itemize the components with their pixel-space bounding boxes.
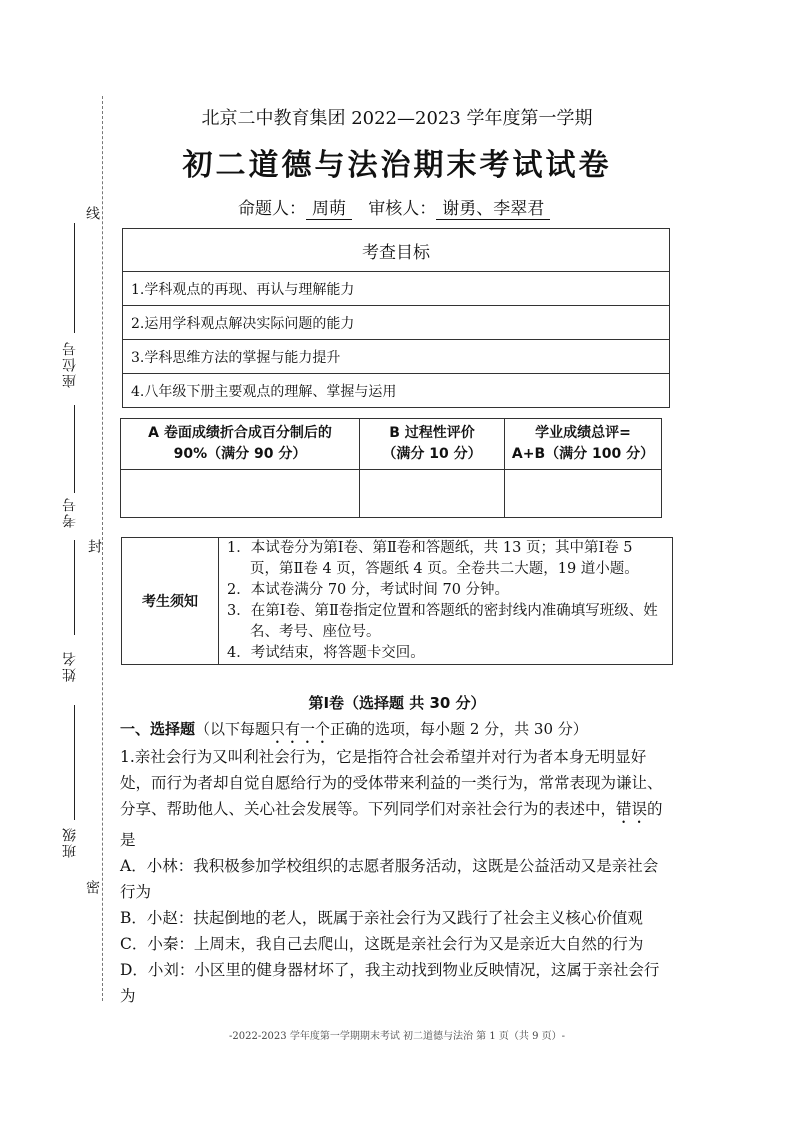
section-instruction-end: 正确的选项，每小题 2 分，共 30 分） <box>330 720 588 738</box>
score-b-cell[interactable] <box>360 470 505 518</box>
score-col-c-header: 学业成绩总评= A+B（满分 100 分） <box>505 419 662 470</box>
authors-line <box>238 194 550 220</box>
candidate-notice-table <box>121 537 673 665</box>
objective-item: 4.八年级下册主要观点的理解、掌握与运用 <box>123 374 670 408</box>
exam-number-label: 考号 <box>62 496 78 528</box>
author-name: 周萌 <box>306 194 352 220</box>
exam-title: 初二道德与法治期末考试试卷 <box>182 148 612 183</box>
option-c[interactable]: C．小秦：上周末，我自己去爬山，这既是亲社会行为又是亲近大自然的行为 <box>120 935 644 953</box>
notice-label: 考生须知 <box>122 538 219 665</box>
name-label: 姓名 <box>62 650 78 682</box>
seat-number-label: 座位号 <box>62 340 78 388</box>
reviewer-label: 审核人： <box>368 199 437 219</box>
objective-item: 1.学科观点的再现、再认与理解能力 <box>123 272 670 306</box>
option-b[interactable]: B．小赵：扶起倒地的老人，既属于亲社会行为又践行了社会主义核心价值观 <box>120 909 643 927</box>
question-stem: 1.亲社会行为又叫利社会行为，它是指符合社会希望并对行为者本身无明显好处，而行为者却自觉自愿给行为的受体带来利益的一类行为，常常表现为谦让、分享、帮助他人、关心社会发展等。下列同学们对亲社会行为的表述中，错误的是 <box>120 748 663 849</box>
seal-mark-secret: 密 <box>84 880 100 894</box>
notice-item: 1．本试卷分为第Ⅰ卷、第Ⅱ卷和答题纸，共 13 页；其中第Ⅰ卷 5 页，第Ⅱ卷 4 页，答题纸 4 页。全卷共二大题，19 道小题。 <box>227 540 639 577</box>
section-heading <box>120 718 588 747</box>
notice-items <box>219 538 673 665</box>
option-d[interactable]: D．小刘：小区里的健身器材坏了，我主动找到物业反映情况，这属于亲社会行为 <box>120 961 660 1005</box>
score-col-b-header: B 过程性评价 （满分 10 分） <box>360 419 505 470</box>
objective-item: 2.运用学科观点解决实际问题的能力 <box>123 306 670 340</box>
school-term-line: 北京二中教育集团 2022—2023 学年度第一学期 <box>201 108 593 129</box>
question-stem-emphasis: 错误 <box>616 800 648 818</box>
section-instruction-start: （以下每题 <box>195 720 271 738</box>
seal-mark-seal: 封 <box>86 539 102 553</box>
score-table <box>120 418 662 518</box>
question-1 <box>120 744 670 1009</box>
objectives-title: 考查目标 <box>123 229 670 272</box>
page-footer: -2022-2023 学年度第一学期期末考试 初二道德与法治 第 1 页（共 9 页）- <box>228 1031 565 1042</box>
objectives-table <box>122 228 670 408</box>
score-total-cell[interactable] <box>505 470 662 518</box>
section-instruction-emphasis: 只有一个 <box>270 720 331 738</box>
score-a-cell[interactable] <box>121 470 360 518</box>
notice-item: 2．本试卷满分 70 分，考试时间 70 分钟。 <box>227 582 510 598</box>
class-label: 班级 <box>62 826 78 858</box>
score-col-a-header: A 卷面成绩折合成百分制后的 90%（满分 90 分） <box>121 419 360 470</box>
author-label: 命题人： <box>238 199 306 219</box>
section-title: 一、选择题 <box>120 720 196 738</box>
seal-mark-line: 线 <box>84 206 100 220</box>
part1-title: 第Ⅰ卷（选择题 共 30 分） <box>308 694 486 712</box>
notice-item: 4．考试结束，将答题卡交回。 <box>227 645 425 661</box>
notice-item: 3．在第Ⅰ卷、第Ⅱ卷指定位置和答题纸的密封线内准确填写班级、姓名、考号、座位号。 <box>227 603 658 640</box>
reviewer-names: 谢勇、李翠君 <box>436 194 550 220</box>
objective-item: 3.学科思维方法的掌握与能力提升 <box>123 340 670 374</box>
option-a[interactable]: A．小林：我积极参加学校组织的志愿者服务活动，这既是公益活动又是亲社会行为 <box>120 857 659 901</box>
